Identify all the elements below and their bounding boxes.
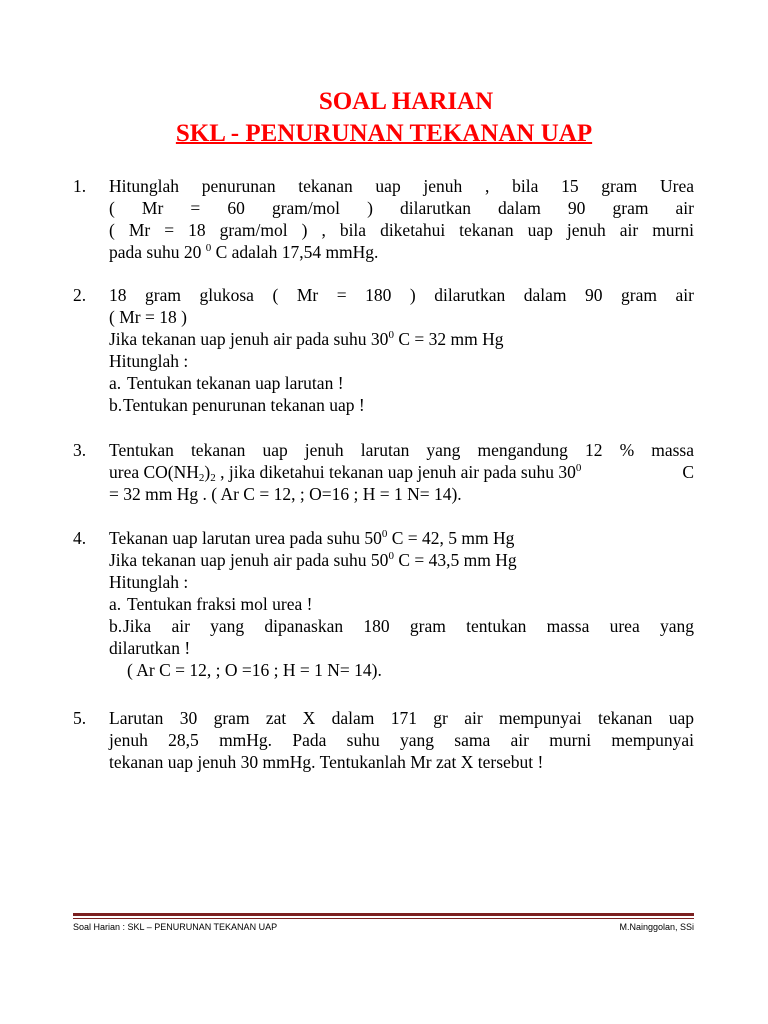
question-number: 2. bbox=[73, 285, 87, 305]
footer-author: M.Nainggolan, SSi bbox=[619, 922, 694, 932]
page-title: SOAL HARIAN bbox=[318, 88, 494, 115]
question-line: tekanan uap jenuh 30 mmHg. Tentukanlah Mr zat X tersebut ! bbox=[109, 752, 544, 772]
sub-item-b: b. Jika air yang dipanaskan 180 gram tentukan massa urea yang bbox=[109, 616, 694, 636]
question-number: 1. bbox=[73, 176, 87, 196]
question-note: ( Ar C = 12, ; O =16 ; H = 1 N= 14). bbox=[127, 660, 382, 680]
question-line: Larutan 30 gram zat X dalam 171 gr air mempunyai tekanan uap bbox=[109, 708, 694, 728]
question-line: ( Mr = 18 ) bbox=[109, 307, 187, 327]
sub-item-b: b.Tentukan penurunan tekanan uap ! bbox=[109, 395, 365, 415]
question-line: Jika tekanan uap jenuh air pada suhu $30^0$ C = 32 mm Hg bbox=[109, 329, 504, 349]
question-line: Tekanan uap larutan urea pada suhu $50^0$ C = 42, 5 mm Hg bbox=[109, 528, 515, 548]
question-line: Tentukan tekanan uap jenuh larutan yang mengandung 12 % massa bbox=[109, 440, 694, 460]
question-line: Hitunglah penurunan tekanan uap jenuh , bila 15 gram Urea bbox=[109, 176, 694, 196]
question-line: Hitunglah : bbox=[109, 572, 189, 592]
sub-item-a: a. Tentukan fraksi mol urea ! bbox=[109, 594, 313, 614]
footer-rule bbox=[73, 918, 694, 919]
question-text bbox=[109, 527, 694, 681]
question-line: dilarutkan ! bbox=[109, 638, 191, 658]
question-line: 18 gram glukosa ( Mr = 180 ) dilarutkan dalam 90 gram air bbox=[109, 285, 694, 305]
question-number: 3. bbox=[73, 440, 87, 460]
question-text bbox=[109, 175, 694, 263]
question-text bbox=[109, 439, 694, 505]
question-line: = 32 mm Hg . ( Ar C = 12, ; O=16 ; H = 1 N= 14). bbox=[109, 484, 462, 504]
footer-left-text: Soal Harian : SKL – PENURUNAN TEKANAN UAP bbox=[73, 922, 278, 932]
question-line: ( Mr = 18 gram/mol ) , bila diketahui tekanan uap jenuh air murni bbox=[109, 220, 694, 240]
question-line: jenuh 28,5 mmHg. Pada suhu yang sama air murni mempunyai bbox=[109, 730, 694, 750]
question-line: pada suhu 20 $^0$ C adalah 17,54 mmHg. bbox=[109, 242, 379, 262]
question-number: 4. bbox=[73, 528, 87, 548]
question-line: urea $CO(NH_2)_2$ , jika diketahui tekanan uap jenuh air pada suhu $30^0$ C bbox=[109, 462, 694, 484]
question-text bbox=[109, 707, 694, 773]
question-line: Jika tekanan uap jenuh air pada suhu $50^0$ C = 43,5 mm Hg bbox=[109, 550, 517, 570]
question-line: Hitunglah : bbox=[109, 351, 189, 371]
question-line: ( Mr = 60 gram/mol ) dilarutkan dalam 90 gram air bbox=[109, 198, 694, 218]
sub-item-a: a. Tentukan tekanan uap larutan ! bbox=[109, 373, 344, 393]
footer-rule bbox=[73, 913, 694, 916]
question-number: 5. bbox=[73, 708, 87, 728]
question-text bbox=[109, 284, 694, 416]
page-subtitle: SKL - PENURUNAN TEKANAN UAP bbox=[175, 120, 593, 147]
